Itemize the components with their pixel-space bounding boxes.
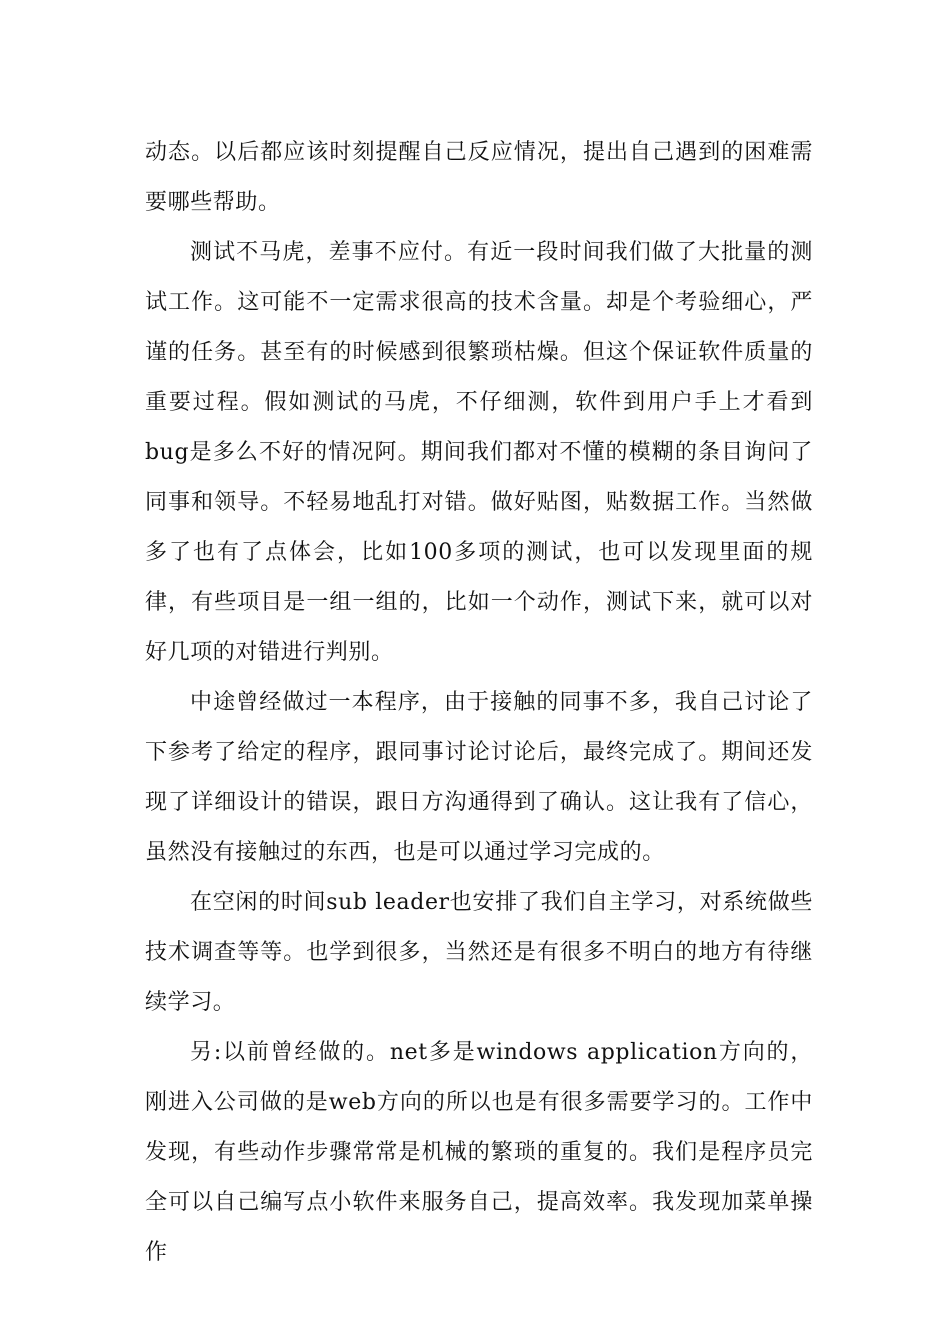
paragraph-4: 在空闲的时间sub leader也安排了我们自主学习，对系统做些技术调查等等。也学到很多，当然还是有很多不明白的地方有待继续学习。	[145, 890, 813, 1015]
paragraph-3: 中途曾经做过一本程序，由于接触的同事不多，我自己讨论了下参考了给定的程序，跟同事讨论讨论后，最终完成了。期间还发现了详细设计的错误，跟日方沟通得到了确认。这让我有了信心，虽然没有接触过的东西，也是可以通过学习完成的。	[145, 690, 813, 865]
paragraph-1: 动态。以后都应该时刻提醒自己反应情况，提出自己遇到的困难需要哪些帮助。	[145, 140, 813, 215]
paragraph-5: 另:以前曾经做的。net多是windows application方向的，刚进入公司做的是web方向的所以也是有很多需要学习的。工作中发现，有些动作步骤常常是机械的繁琐的重复的。我们是程序员完全可以自己编写点小软件来服务自己，提高效率。我发现加菜单操作	[145, 1040, 813, 1265]
paragraph-2: 测试不马虎，差事不应付。有近一段时间我们做了大批量的测试工作。这可能不一定需求很高的技术含量。却是个考验细心，严谨的任务。甚至有的时候感到很繁琐枯燥。但这个保证软件质量的重要过程。假如测试的马虎，不仔细测，软件到用户手上才看到bug是多么不好的情况阿。期间我们都对不懂的模糊的条目询问了同事和领导。不轻易地乱打对错。做好贴图，贴数据工作。当然做多了也有了点体会，比如100多项的测试，也可以发现里面的规律，有些项目是一组一组的，比如一个动作，测试下来，就可以对好几项的对错进行判别。	[145, 240, 813, 665]
document-body	[145, 128, 813, 1278]
